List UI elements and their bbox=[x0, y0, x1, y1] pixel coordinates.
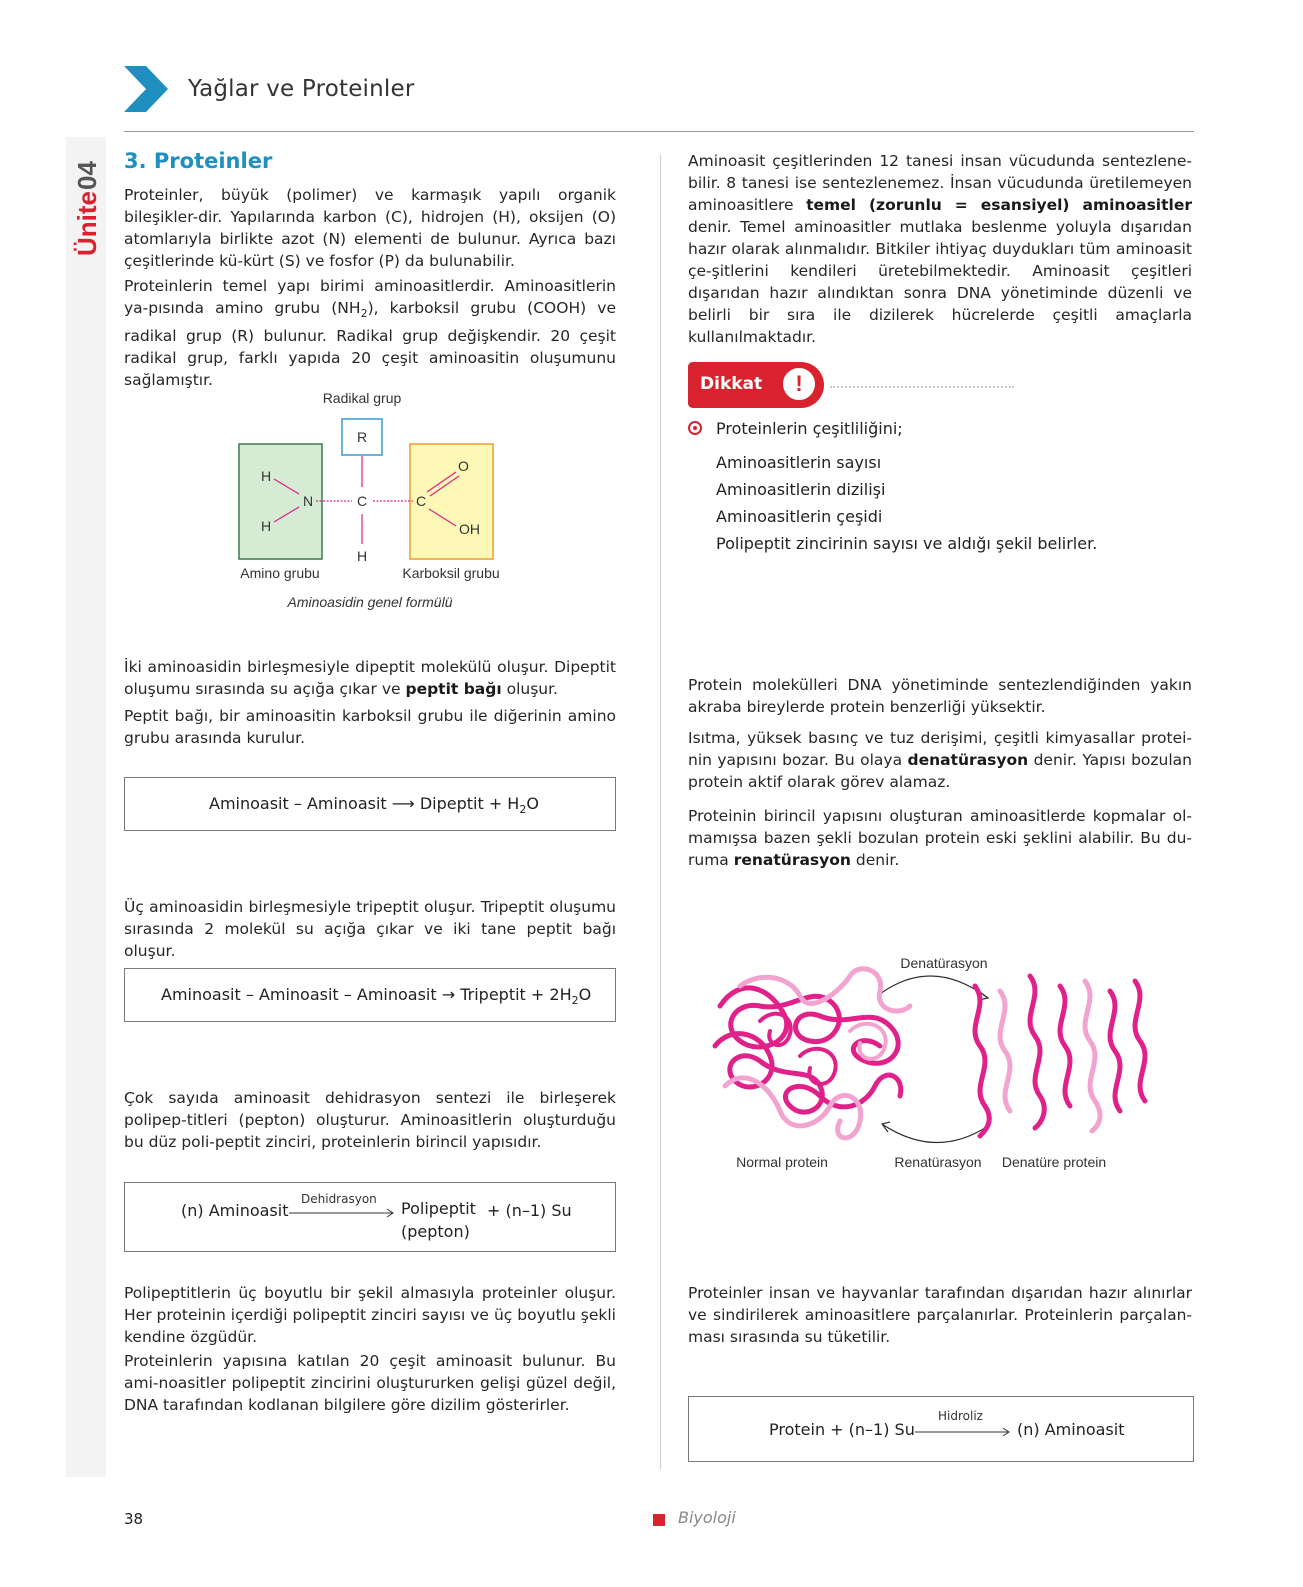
paragraph: Peptit bağı, bir aminoasitin karboksil grubu ile diğerinin amino grubu arasında kurulur. bbox=[124, 707, 616, 747]
svg-text:Denatürasyon: Denatürasyon bbox=[900, 955, 988, 971]
paragraph: Protein molekülleri DNA yönetiminde sentezlendiğinden yakın akraba bireylerde protein benzerliği yüksektir. bbox=[688, 676, 1192, 716]
dikkat-label: Dikkat bbox=[700, 374, 763, 394]
page-number: 38 bbox=[124, 1510, 144, 1528]
svg-text:H: H bbox=[261, 468, 272, 484]
paragraph: Proteinlerin yapısına katılan 20 çeşit aminoasit bulunur. Bu ami-noasitler polipeptit zincirini oluştururken gelişi güzel değil, DNA tarafından kodlanan bilgilere göre dizilim gösterirler. bbox=[124, 1352, 616, 1414]
svg-text:H: H bbox=[357, 548, 368, 564]
column-divider bbox=[660, 154, 661, 1470]
footer-subject: Biyoloji bbox=[678, 1508, 736, 1527]
dikkat-item: Polipeptit zincirinin sayısı ve aldığı şekil belirler. bbox=[716, 534, 1098, 553]
svg-text:Amino grubu: Amino grubu bbox=[240, 565, 320, 581]
arrow-right-icon bbox=[289, 1207, 399, 1219]
equation-box-dipeptide: Aminoasit – Aminoasit ⟶ Dipeptit + $H_2O$ bbox=[124, 777, 616, 831]
svg-text:C: C bbox=[357, 493, 368, 509]
exclamation-icon: ! bbox=[780, 365, 818, 403]
paragraph: Çok sayıda aminoasit dehidrasyon sentezi ile birleşerek polipep-titleri (pepton) oluşturur. Aminoasitlerin oluşturduğu bu düz poli-peptit zinciri, proteinlerin birincil yapısıdır. bbox=[124, 1089, 616, 1151]
svg-text:R: R bbox=[356, 429, 368, 445]
header-divider bbox=[124, 131, 1194, 132]
svg-text:OH: OH bbox=[459, 521, 480, 537]
dikkat-item: Aminoasitlerin dizilişi bbox=[716, 480, 886, 499]
svg-text:Radikal grup: Radikal grup bbox=[322, 390, 402, 406]
dotted-divider bbox=[830, 386, 1014, 388]
svg-text:Renatürasyon: Renatürasyon bbox=[894, 1154, 982, 1170]
side-strip bbox=[66, 137, 106, 1477]
paragraph: Proteinin birincil yapısını oluşturan aminoasitlerde kopmalar ol-mamışsa bazen şekli bozulan protein eski şeklini alabilir. Bu du-ruma renatürasyon denir. bbox=[688, 807, 1192, 869]
paragraph: İki aminoasidin birleşmesiyle dipeptit molekülü oluşur. Dipeptit oluşumu sırasında su açığa çıkar ve peptit bağı oluşur. bbox=[124, 658, 616, 698]
page-header-title: Yağlar ve Proteinler bbox=[188, 76, 415, 102]
dikkat-intro: Proteinlerin çeşitliliğini; bbox=[716, 419, 903, 438]
paragraph: Üç aminoasidin birleşmesiyle tripeptit oluşur. Tripeptit oluşumu sırasında 2 molekül su açığa çıkar ve iki tane peptit bağı oluşur. bbox=[124, 898, 616, 960]
svg-text:H: H bbox=[261, 518, 272, 534]
svg-text:Normal protein: Normal protein bbox=[736, 1154, 828, 1170]
svg-text:Karboksil grubu: Karboksil grubu bbox=[402, 565, 500, 581]
equation-box-polypeptide: (n) Aminoasit Dehidrasyon Polipeptit (pepton) + (n–1) Su bbox=[124, 1182, 616, 1252]
svg-text:Aminoasidin genel formülü: Aminoasidin genel formülü bbox=[287, 594, 453, 610]
svg-text:Denatüre protein: Denatüre protein bbox=[1001, 1154, 1107, 1170]
protein-denaturation-figure bbox=[700, 946, 1190, 1206]
equation-box-hydrolysis: Protein + (n–1) Su Hidroliz (n) Aminoasit bbox=[688, 1396, 1194, 1462]
svg-text:04: 04 bbox=[72, 161, 102, 190]
unit-label bbox=[72, 148, 102, 258]
paragraph: Aminoasit çeşitlerinden 12 tanesi insan vücudunda sentezlene-bilir. 8 tanesi ise sentezlenemez. İnsan vücudunda üretilemeyen aminoasitlere temel (zorunlu = esansiyel) aminoasitler denir. Temel aminoasitler mutlaka beslenme yoluyla dışarıdan hazır olarak alınmalıdır. Bitkiler ihtiyaç duydukları tüm aminoasit çe-şitlerini kendileri üretebilmektedir. Aminoasit çeşitleri dışarıdan hazır alındıktan sonra DNA yönetiminde düzenli ve belirli bir sıra ile dizilerek hücrelerde çeşitli amaçlarla kullanılmaktadır. bbox=[688, 152, 1192, 346]
bullet-dot bbox=[693, 426, 697, 430]
amino-acid-formula-diagram bbox=[224, 384, 524, 616]
paragraph: Proteinlerin temel yapı birimi aminoasitlerdir. Aminoasitlerin ya-pısında amino grubu $(NH_2)$, karboksil grubu (COOH) ve radikal grup (R) bulunur. Radikal grup değişkendir. 20 çeşit radikal grup, farklı yapıda 20 çeşit aminoasitin oluşumunu sağlamıştır. bbox=[124, 277, 616, 390]
equation-box-tripeptide: Aminoasit – Aminoasit – Aminoasit → Tripeptit + $2H_2O$ bbox=[124, 968, 616, 1022]
svg-text:N: N bbox=[303, 493, 314, 509]
paragraph: Polipeptitlerin üç boyutlu bir şekil almasıyla proteinler oluşur. Her proteinin içerdiği polipeptit zinciri sayısı ve üç boyutlu şekli kendine özgüdür. bbox=[124, 1284, 616, 1346]
normal-protein-illustration bbox=[715, 969, 910, 1138]
footer-marker bbox=[653, 1514, 665, 1526]
svg-text:O: O bbox=[458, 458, 469, 474]
dikkat-item: Aminoasitlerin çeşidi bbox=[716, 507, 883, 526]
chevron-right-icon bbox=[124, 66, 168, 112]
svg-text:C: C bbox=[416, 493, 427, 509]
svg-text:Ünite: Ünite bbox=[72, 191, 102, 256]
paragraph: Proteinler insan ve hayvanlar tarafından dışarıdan hazır alınırlar ve sindirilerek aminoasitlere parçalanırlar. Proteinlerin parçalan-ması sırasında su tüketilir. bbox=[688, 1284, 1192, 1346]
arrow-right-icon bbox=[915, 1426, 1015, 1438]
paragraph: Proteinler, büyük (polimer) ve karmaşık yapılı organik bileşikler-dir. Yapılarında karbon (C), hidrojen (H), oksijen (O) atomlarıyla birlikte azot (N) elementi de bulunur. Ayrıca bazı çeşitlerinde kü-kürt (S) ve fosfor (P) da bulunabilir. bbox=[124, 186, 616, 270]
dikkat-item: Aminoasitlerin sayısı bbox=[716, 453, 882, 472]
paragraph: Isıtma, yüksek basınç ve tuz derişimi, çeşitli kimyasallar protei-nin yapısını bozar. Bu olaya denatürasyon denir. Yapısı bozulan protein aktif olarak görev alamaz. bbox=[688, 729, 1192, 791]
denatured-protein-illustration bbox=[975, 976, 1145, 1136]
section-title: 3. Proteinler bbox=[124, 149, 273, 173]
